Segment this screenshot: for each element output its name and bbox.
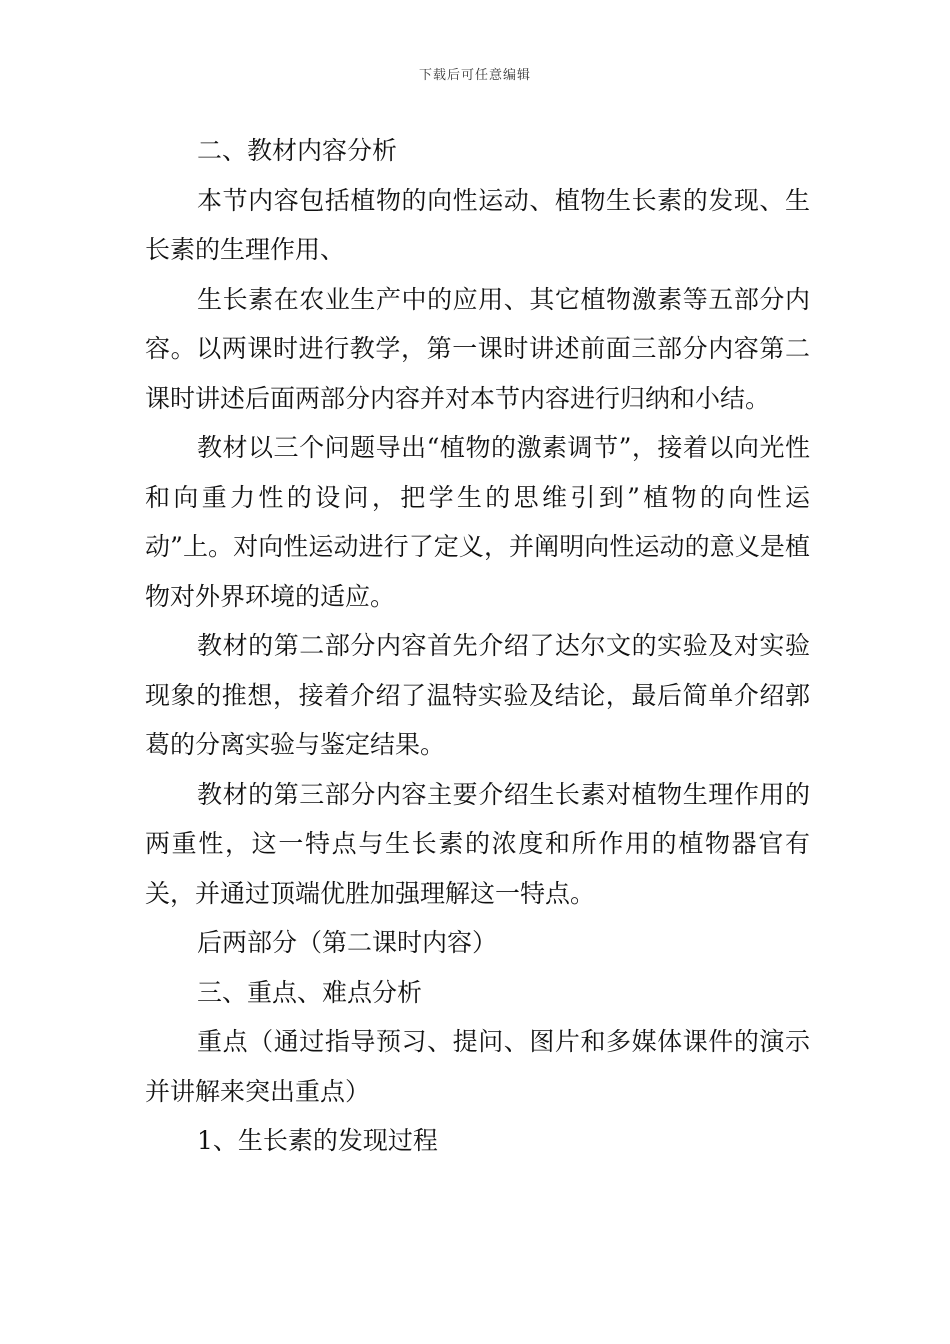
paragraph-key-points: 重点（通过指导预习、提问、图片和多媒体课件的演示并讲解来突出重点） <box>145 1027 810 1106</box>
paragraph-part-two: 教材的第二部分内容首先介绍了达尔文的实验及对实验现象的推想，接着介绍了温特实验及结论，最后简单介绍郭葛的分离实验与鉴定结果。 <box>145 631 810 759</box>
page-header: 下载后可任意编辑 <box>418 68 531 83</box>
paragraph-part-one: 教材以三个问题导出“植物的激素调节”，接着以向光性和向重力性的设问，把学生的思维引到”植物的向性运动”上。对向性运动进行了定义，并阐明向性运动的意义是植物对外界环境的适应。 <box>145 433 810 611</box>
paragraph-second-lesson: 后两部分（第二课时内容） <box>197 928 498 957</box>
section-heading-3: 三、重点、难点分析 <box>197 977 423 1007</box>
paragraph-intro: 本节内容包括植物的向性运动、植物生长素的发现、生长素的生理作用、 <box>145 185 810 264</box>
list-item-1: 1、生长素的发现过程 <box>197 1126 438 1155</box>
document-body <box>145 126 810 1166</box>
paragraph-content-parts: 生长素在农业生产中的应用、其它植物激素等五部分内容。以两课时进行教学，第一课时讲述前面三部分内容第二课时讲述后面两部分内容并对本节内容进行归纳和小结。 <box>145 284 810 413</box>
section-heading-2: 二、教材内容分析 <box>197 136 398 165</box>
paragraph-part-three: 教材的第三部分内容主要介绍生长素对植物生理作用的两重性，这一特点与生长素的浓度和所作用的植物器官有关，并通过顶端优胜加强理解这一特点。 <box>145 779 810 908</box>
